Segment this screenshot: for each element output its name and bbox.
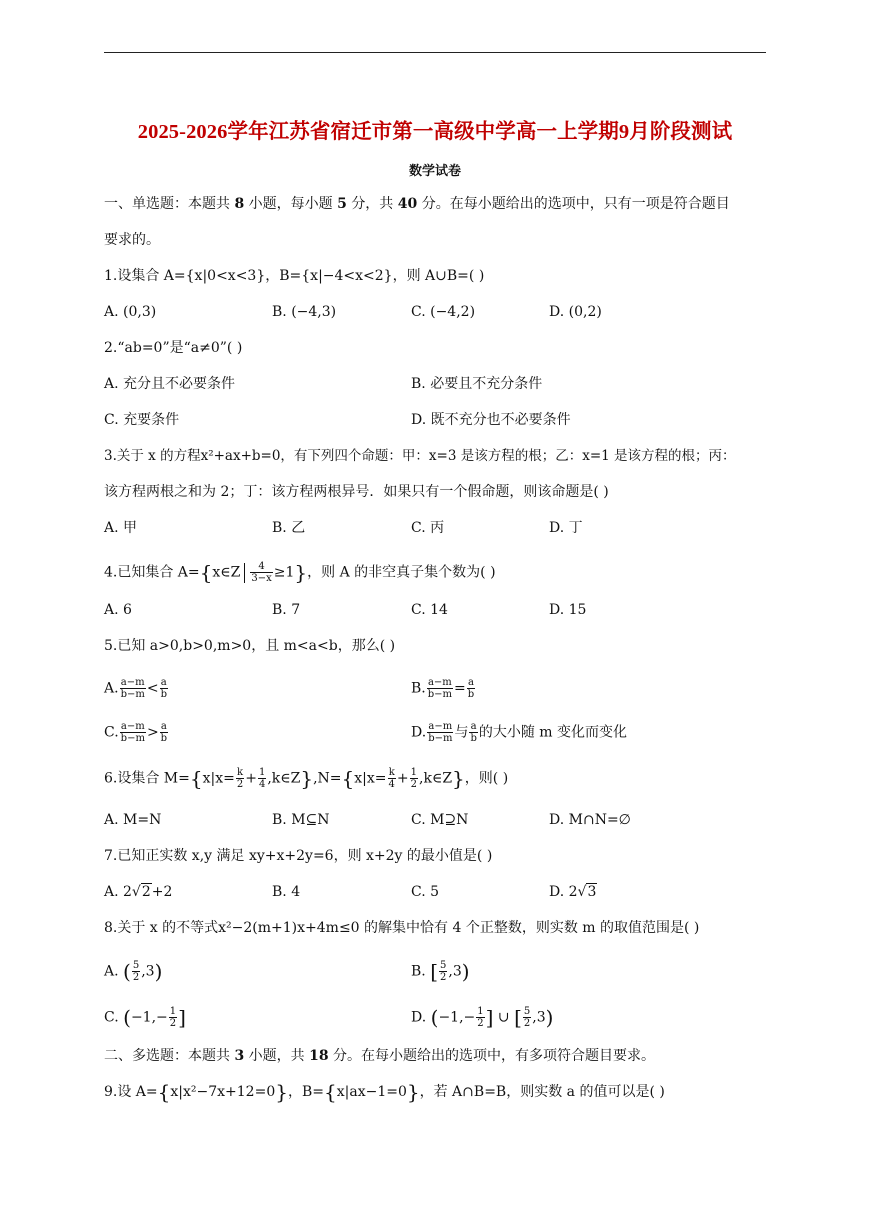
q3-option-b: B. 乙 [272,520,306,536]
q5-option-b: B. $\frac{a-m}{b-m}$ = $\frac{a}{b}$ [411,677,475,700]
question-8-stem: 8.关于 x 的不等式x²−2(m+1)x+4m≤0 的解集中恰有 4 个正整数，则实数 m 的取值范围是( ) [104,920,700,936]
q3-option-c: C. 丙 [411,520,445,536]
q1-option-d: D. (0,2) [549,304,602,320]
q6-option-a: A. M=N [104,812,162,828]
question-2-stem: 2.“ab=0”是“a≠0”( ) [104,340,243,356]
question-3-stem-line1: 3.关于 x 的方程x²+ax+b=0，有下列四个命题：甲：x=3 是该方程的根；乙：x=1 是该方程的根；丙： [104,448,736,464]
q5-option-c: C. $\frac{a-m}{b-m}$ > $\frac{a}{b}$ [104,721,168,744]
q8-option-b: B. [ $\frac{5}{2}$ ,3) [411,959,470,984]
q8-option-c: C. (−1,− $\frac{1}{2}$ ] [104,1005,186,1030]
q7-option-d: D. 2√3 [549,884,597,900]
q7-option-b: B. 4 [272,884,301,900]
q5-option-d: D. $\frac{a-m}{b-m}$ 与 $\frac{a}{b}$ 的大小随 m 变化而变化 [411,721,628,744]
q3-option-d: D. 丁 [549,520,583,536]
q1-option-c: C. (−4,2) [411,304,476,320]
section-single-choice-heading: 一、单选题：本题共 8 小题，每小题 5 分，共 40 分。在每小题给出的选项中，只有一项是符合题目 [104,196,730,212]
page-title: 2025-2026学年江苏省宿迁市第一高级中学高一上学期9月阶段测试 [137,121,733,143]
q4-option-d: D. 15 [549,602,587,618]
q2-option-a: A. 充分且不必要条件 [104,376,236,392]
q6-option-c: C. M⊇N [411,812,469,828]
question-5-stem: 5.已知 a>0,b>0,m>0，且 m<a<b，那么( ) [104,638,396,654]
q5-option-a: A. $\frac{a-m}{b-m}$ < $\frac{a}{b}$ [104,677,167,700]
section-single-choice-heading-cont: 要求的。 [104,232,160,248]
q3-option-a: A. 甲 [104,520,138,536]
q1-option-a: A. (0,3) [104,304,157,320]
q6-option-d: D. M∩N=∅ [549,812,631,828]
page-subtitle: 数学试卷 [408,164,461,179]
header-rule [104,52,766,53]
q6-option-b: B. M⊆N [272,812,330,828]
q1-option-b: B. (−4,3) [272,304,337,320]
q2-option-d: D. 既不充分也不必要条件 [411,412,571,428]
question-1-stem: 1.设集合 A={x|0<x<3}，B={x|−4<x<2}，则 A∪B=( ) [104,268,485,284]
q4-option-b: B. 7 [272,602,301,618]
q4-option-a: A. 6 [104,602,132,618]
q8-option-a: A. ( $\frac{5}{2}$ ,3) [104,959,163,984]
q8-option-d: D. (−1,− $\frac{1}{2}$ ] ∪ [ $\frac{5}{2}$ ,3) [411,1005,554,1030]
q2-option-b: B. 必要且不充分条件 [411,376,543,392]
question-4-stem: 4.已知集合 A={x∈Z $\frac{4}{3-x}$ ≥1}，则 A 的非空真子集个数为( ) [104,560,496,585]
q4-fraction: $\frac{4}{3-x}$ [251,561,272,584]
q7-option-a: A. 2√2+2 [104,884,173,900]
q2-option-c: C. 充要条件 [104,412,180,428]
question-9-stem: 9.设 A={x|x²−7x+12=0}，B={x|ax−1=0}，若 A∩B=B，则实数 a 的值可以是( ) [104,1080,665,1104]
q7-option-c: C. 5 [411,884,440,900]
q4-option-c: C. 14 [411,602,448,618]
question-7-stem: 7.已知正实数 x,y 满足 xy+x+2y=6，则 x+2y 的最小值是( ) [104,848,493,864]
question-6-stem: 6.设集合 M={x|x= $\frac{k}{2}$ + $\frac{1}{4}$ ,k∈Z},N={x|x= $\frac{k}{4}$ + $\frac{1}{2}$ ,k∈Z}，则( ) [104,766,509,791]
question-3-stem-line2: 该方程两根之和为 2；丁：该方程两根异号．如果只有一个假命题，则该命题是( ) [104,484,609,500]
section-multi-choice-heading: 二、多选题：本题共 3 小题，共 18 分。在每小题给出的选项中，有多项符合题目要求。 [104,1048,656,1064]
